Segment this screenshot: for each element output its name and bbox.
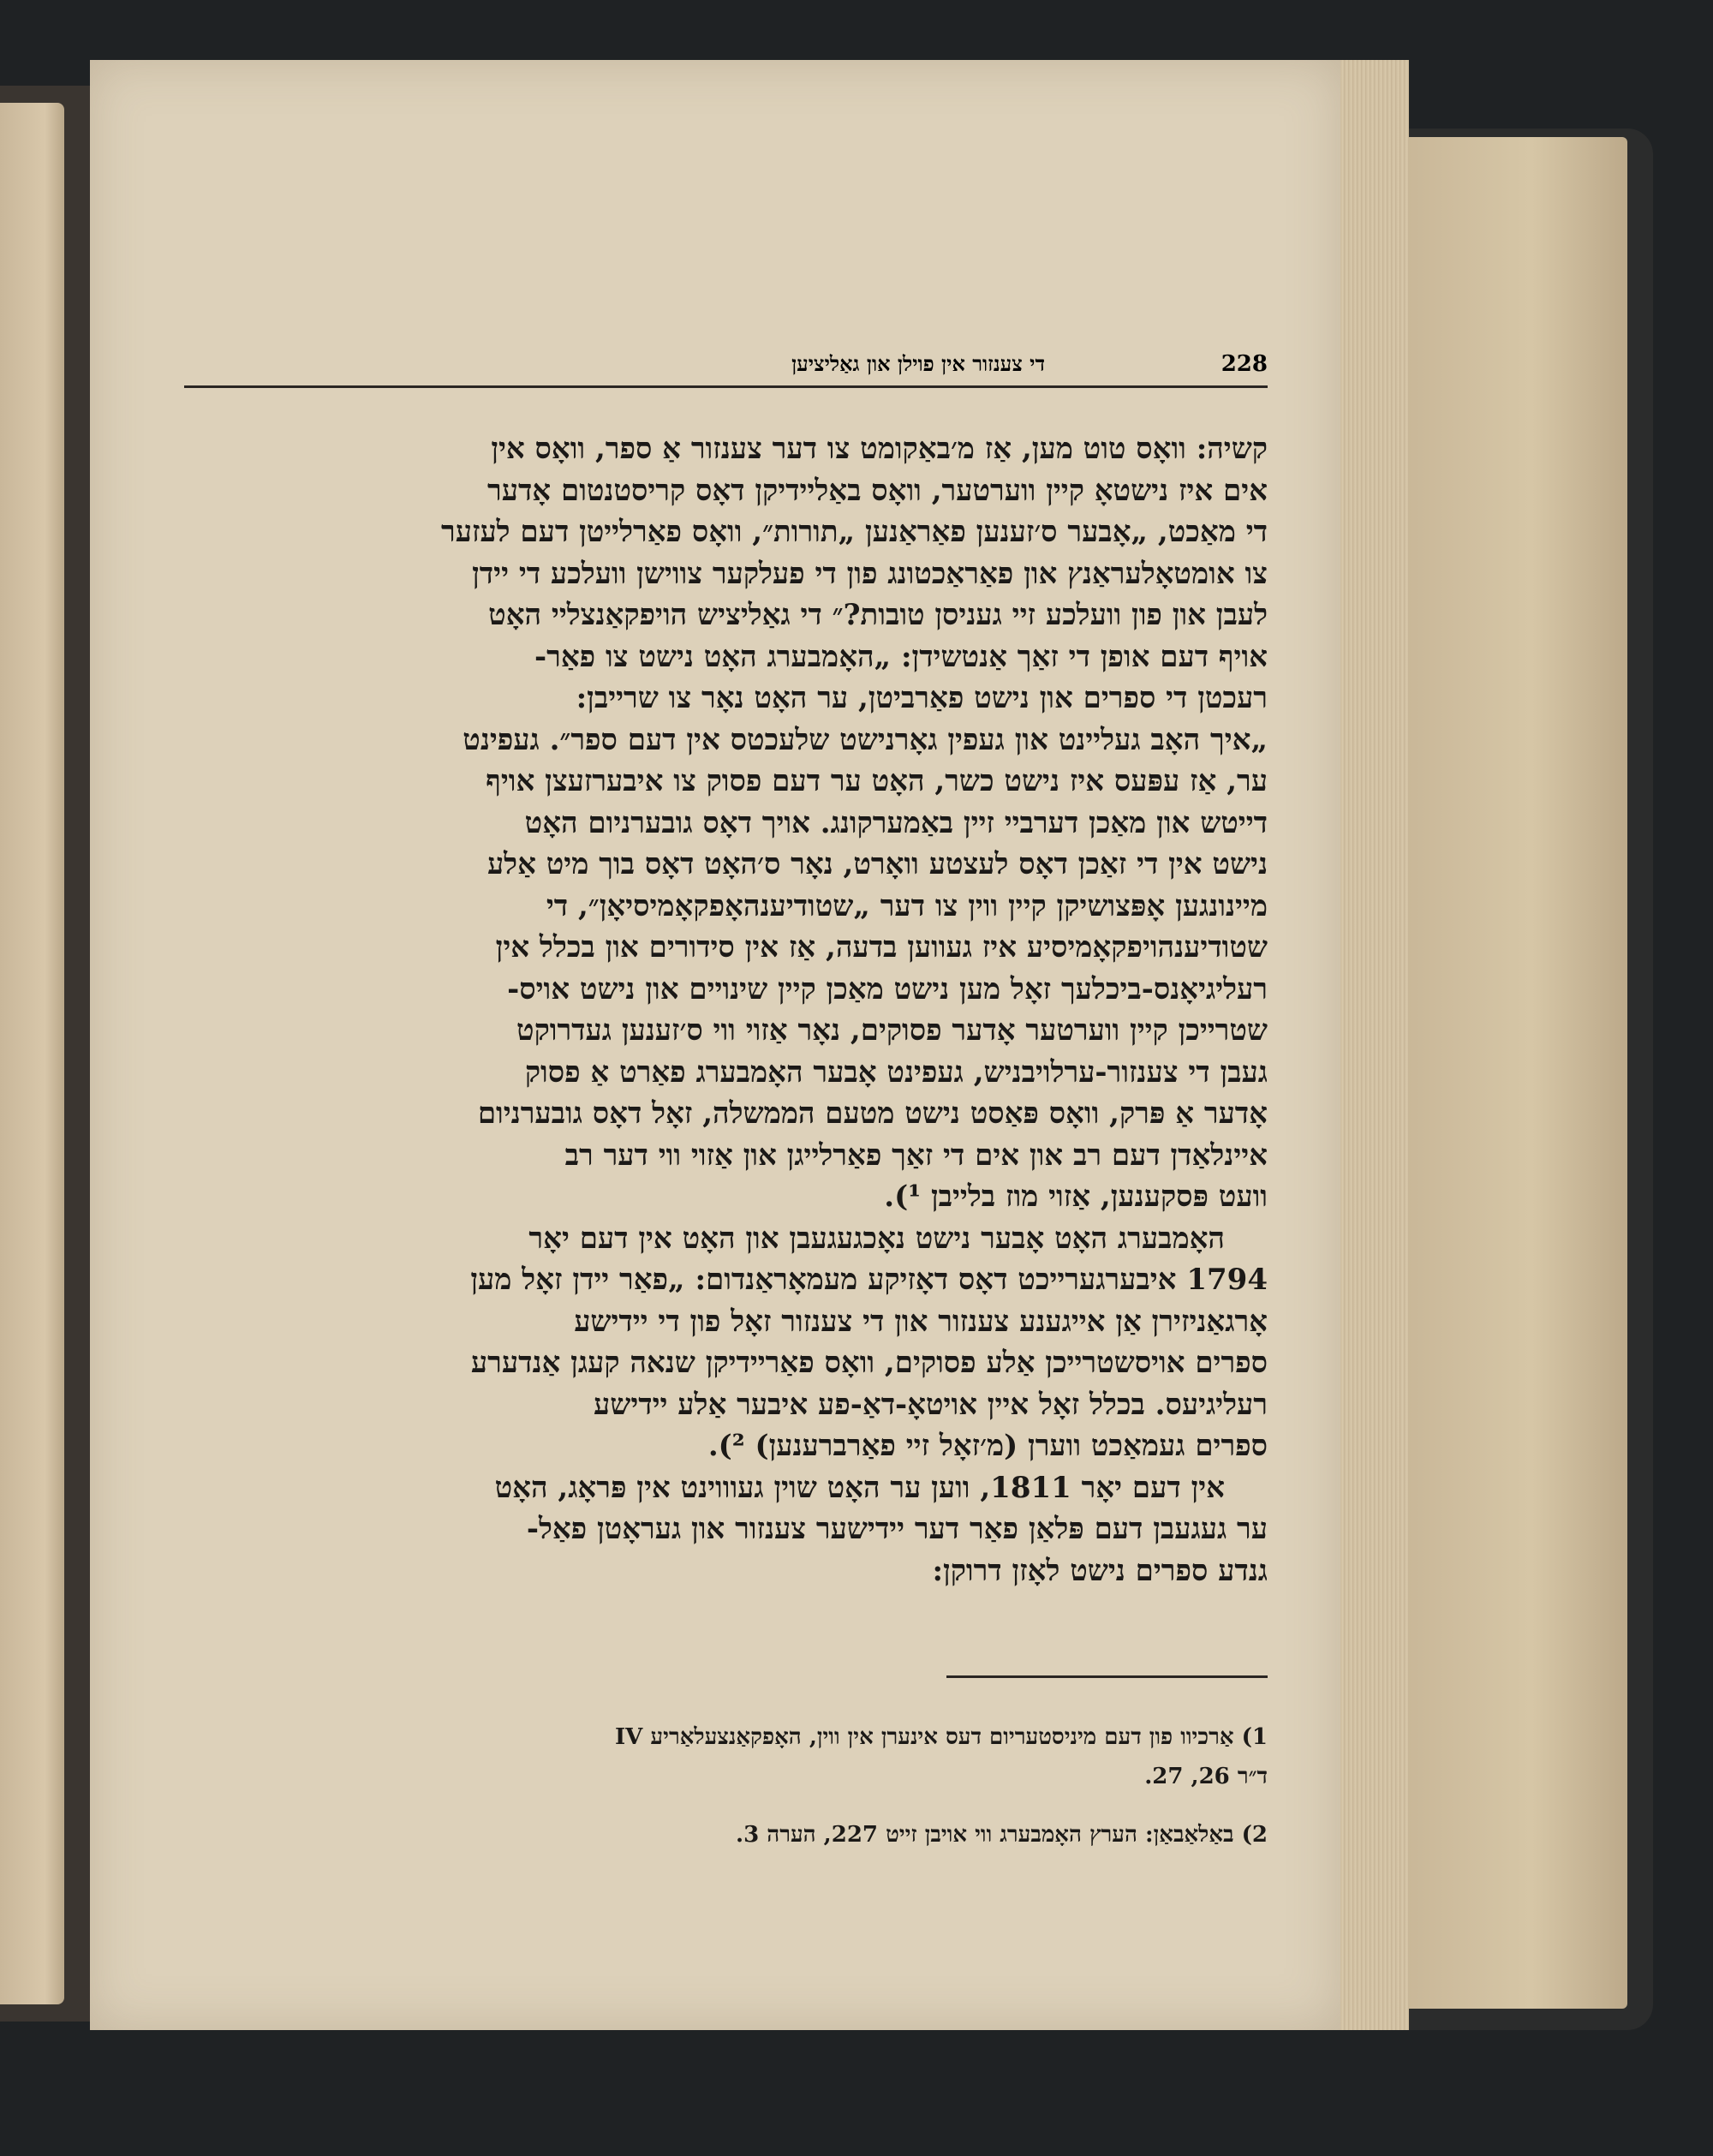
- text-line: שטודיענהויפקאָמיסיע איז געווען בדעה, אַז אין סידורים און בכלל אין: [495, 930, 1268, 965]
- text-line: 1794 איבערגערייכט דאָס דאָזיקע מעמאָראַנדום: „פאַר יידן זאָל מען: [470, 1263, 1268, 1297]
- text-line: קשיה: וואָס טוט מען, אַז מ׳באַקומט צו דער צענזור אַ ספר, וואָס אין: [491, 432, 1268, 466]
- left-page-edge: [0, 103, 64, 2004]
- text-line: נישט אין די זאַכן דאָס לעצטע וואָרט, נאָר ס׳האָט דאָס בוך מיט אַלע: [486, 847, 1268, 881]
- text-line: ער געגעבן דעם פּלאַן פאַר דער יידישער צענזור און געראָטן פאַל-: [526, 1512, 1268, 1546]
- text-line: מיינונגען אָפּצושיקן קיין ווין צו דער „שטודיענהאָפקאָמיסיאָן״, די: [546, 888, 1268, 923]
- text-line: געבן די צענזור-ערלויבניש, געפינט אָבער האָמבערג פאַרט אַ פסוק: [524, 1054, 1268, 1090]
- footnote-1-continued: ד״ר 26, 27.: [1144, 1764, 1268, 1789]
- page-number: 228: [1221, 351, 1268, 377]
- text-line: רעליגיאָנס-ביכלעך זאָל מען נישט מאַכן קיין שינויים און נישט אויס-: [507, 971, 1268, 1006]
- text-line: „איך האָב געליינט און געפין גאָרנישט שלעכטס אין דעם ספר״. געפינט: [463, 722, 1268, 757]
- text-line: דייטש און מאַכן דערביי זיין באַמערקונג. אויך דאָס גובערניום האָט: [524, 805, 1268, 840]
- text-line: איינלאַדן דעם רב און אים די זאַך פאַרלייגן און אַזוי ווי דער רב: [564, 1138, 1268, 1173]
- text-line: אָרגאַניזירן אַן אייגענע צענזור און די צענזור זאָל פון די יידישע: [574, 1304, 1268, 1339]
- text-line: אין דעם יאָר 1811, ווען ער האָט שוין געוווינט אין פּראָג, האָט: [494, 1470, 1225, 1505]
- text-line: לעבן און פון וועלכע זיי געניסן טובות?״ די גאַליציש הויפקאַנצליי האָט: [488, 598, 1268, 632]
- underlying-page-block: [1388, 137, 1627, 2009]
- footnotes: [184, 1717, 1268, 1854]
- running-header: [184, 291, 1268, 388]
- text-line: רעליגיעס. בכלל זאָל איין אויטאָ-דאַ-פע איבער אַלע יידישע: [594, 1387, 1268, 1422]
- text-line: האָמבערג האָט אָבער נישט נאָכגעגעבן און האָט אין דעם יאָר: [528, 1221, 1225, 1256]
- text-line: רעכטן די ספרים און נישט פאַרביטן, ער האָט נאָר צו שרייבן:: [576, 681, 1268, 715]
- text-line: וועט פּסקענען, אַזוי מוז בלייבן ¹).: [884, 1180, 1268, 1214]
- text-line: ער, אַז עפּעס איז נישט כשר, האָט ער דעם פסוק צו איבערזעצן אויף: [486, 764, 1268, 798]
- text-line: שטרייכן קיין ווערטער אָדער פסוקים, נאָר אַזוי ווי ס׳זענען געדרוקט: [516, 1013, 1268, 1048]
- footnote-1: 1) אַרכיוו פון דעם מיניסטעריום דעס אינערן אין ווין, האָפקאַנצעלאַריע IV: [615, 1724, 1268, 1750]
- running-title: די צענזור אין פוילן און גאַליציען: [791, 351, 1045, 376]
- book-page: [90, 60, 1340, 2030]
- text-line: גנדע ספרים נישט לאָזן דרוקן:: [932, 1553, 1268, 1588]
- text-line: אים איז נישטאָ קיין ווערטער, וואָס באַליידיקן דאָס קריסטנטום אָדער: [487, 473, 1268, 508]
- body-text: [184, 428, 1268, 1592]
- text-line: די מאַכט, „אָבער ס׳זענען פאַראַנען „תורות״, וואָס פאַרלייטן דעם לעזער: [441, 515, 1268, 549]
- text-line: צו אומטאָלעראַנץ און פאַראַכטונג פון די פעלקער צווישן וועלכע די יידן: [472, 556, 1268, 591]
- text-line: אָדער אַ פּרק, וואָס פּאַסט נישט מטעם הממשלה, זאָל דאָס גובערניום: [477, 1096, 1268, 1131]
- text-line: ספרים אויסשטרייכן אַלע פסוקים, וואָס פאַריידיקן שנאה קעגן אַנדערע: [470, 1346, 1268, 1380]
- text-line: ספרים געמאַכט ווערן (מ׳זאָל זיי פאַרברענען) ²).: [707, 1429, 1268, 1463]
- footnote-2: 2) באַלאַבאַן: הערץ האָמבערג ווי אויבן זייט 227, הערה 3.: [736, 1822, 1268, 1848]
- text-line: אויף דעם אופן די זאַך אַנטשידן: „האָמבערג האָט נישט צו פאַר-: [534, 639, 1268, 674]
- footnote-rule: [946, 1675, 1268, 1678]
